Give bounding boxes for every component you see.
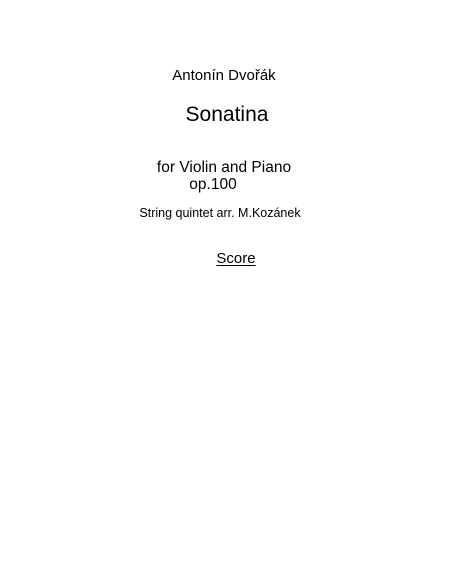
composer-name: Antonín Dvořák xyxy=(172,67,276,84)
work-title: Sonatina xyxy=(185,103,269,126)
opus-number: op.100 xyxy=(189,176,237,193)
arrangement-credit: String quintet arr. M.Kozánek xyxy=(139,206,301,220)
instrumentation: for Violin and Piano xyxy=(156,159,292,176)
part-label: Score xyxy=(216,250,256,267)
